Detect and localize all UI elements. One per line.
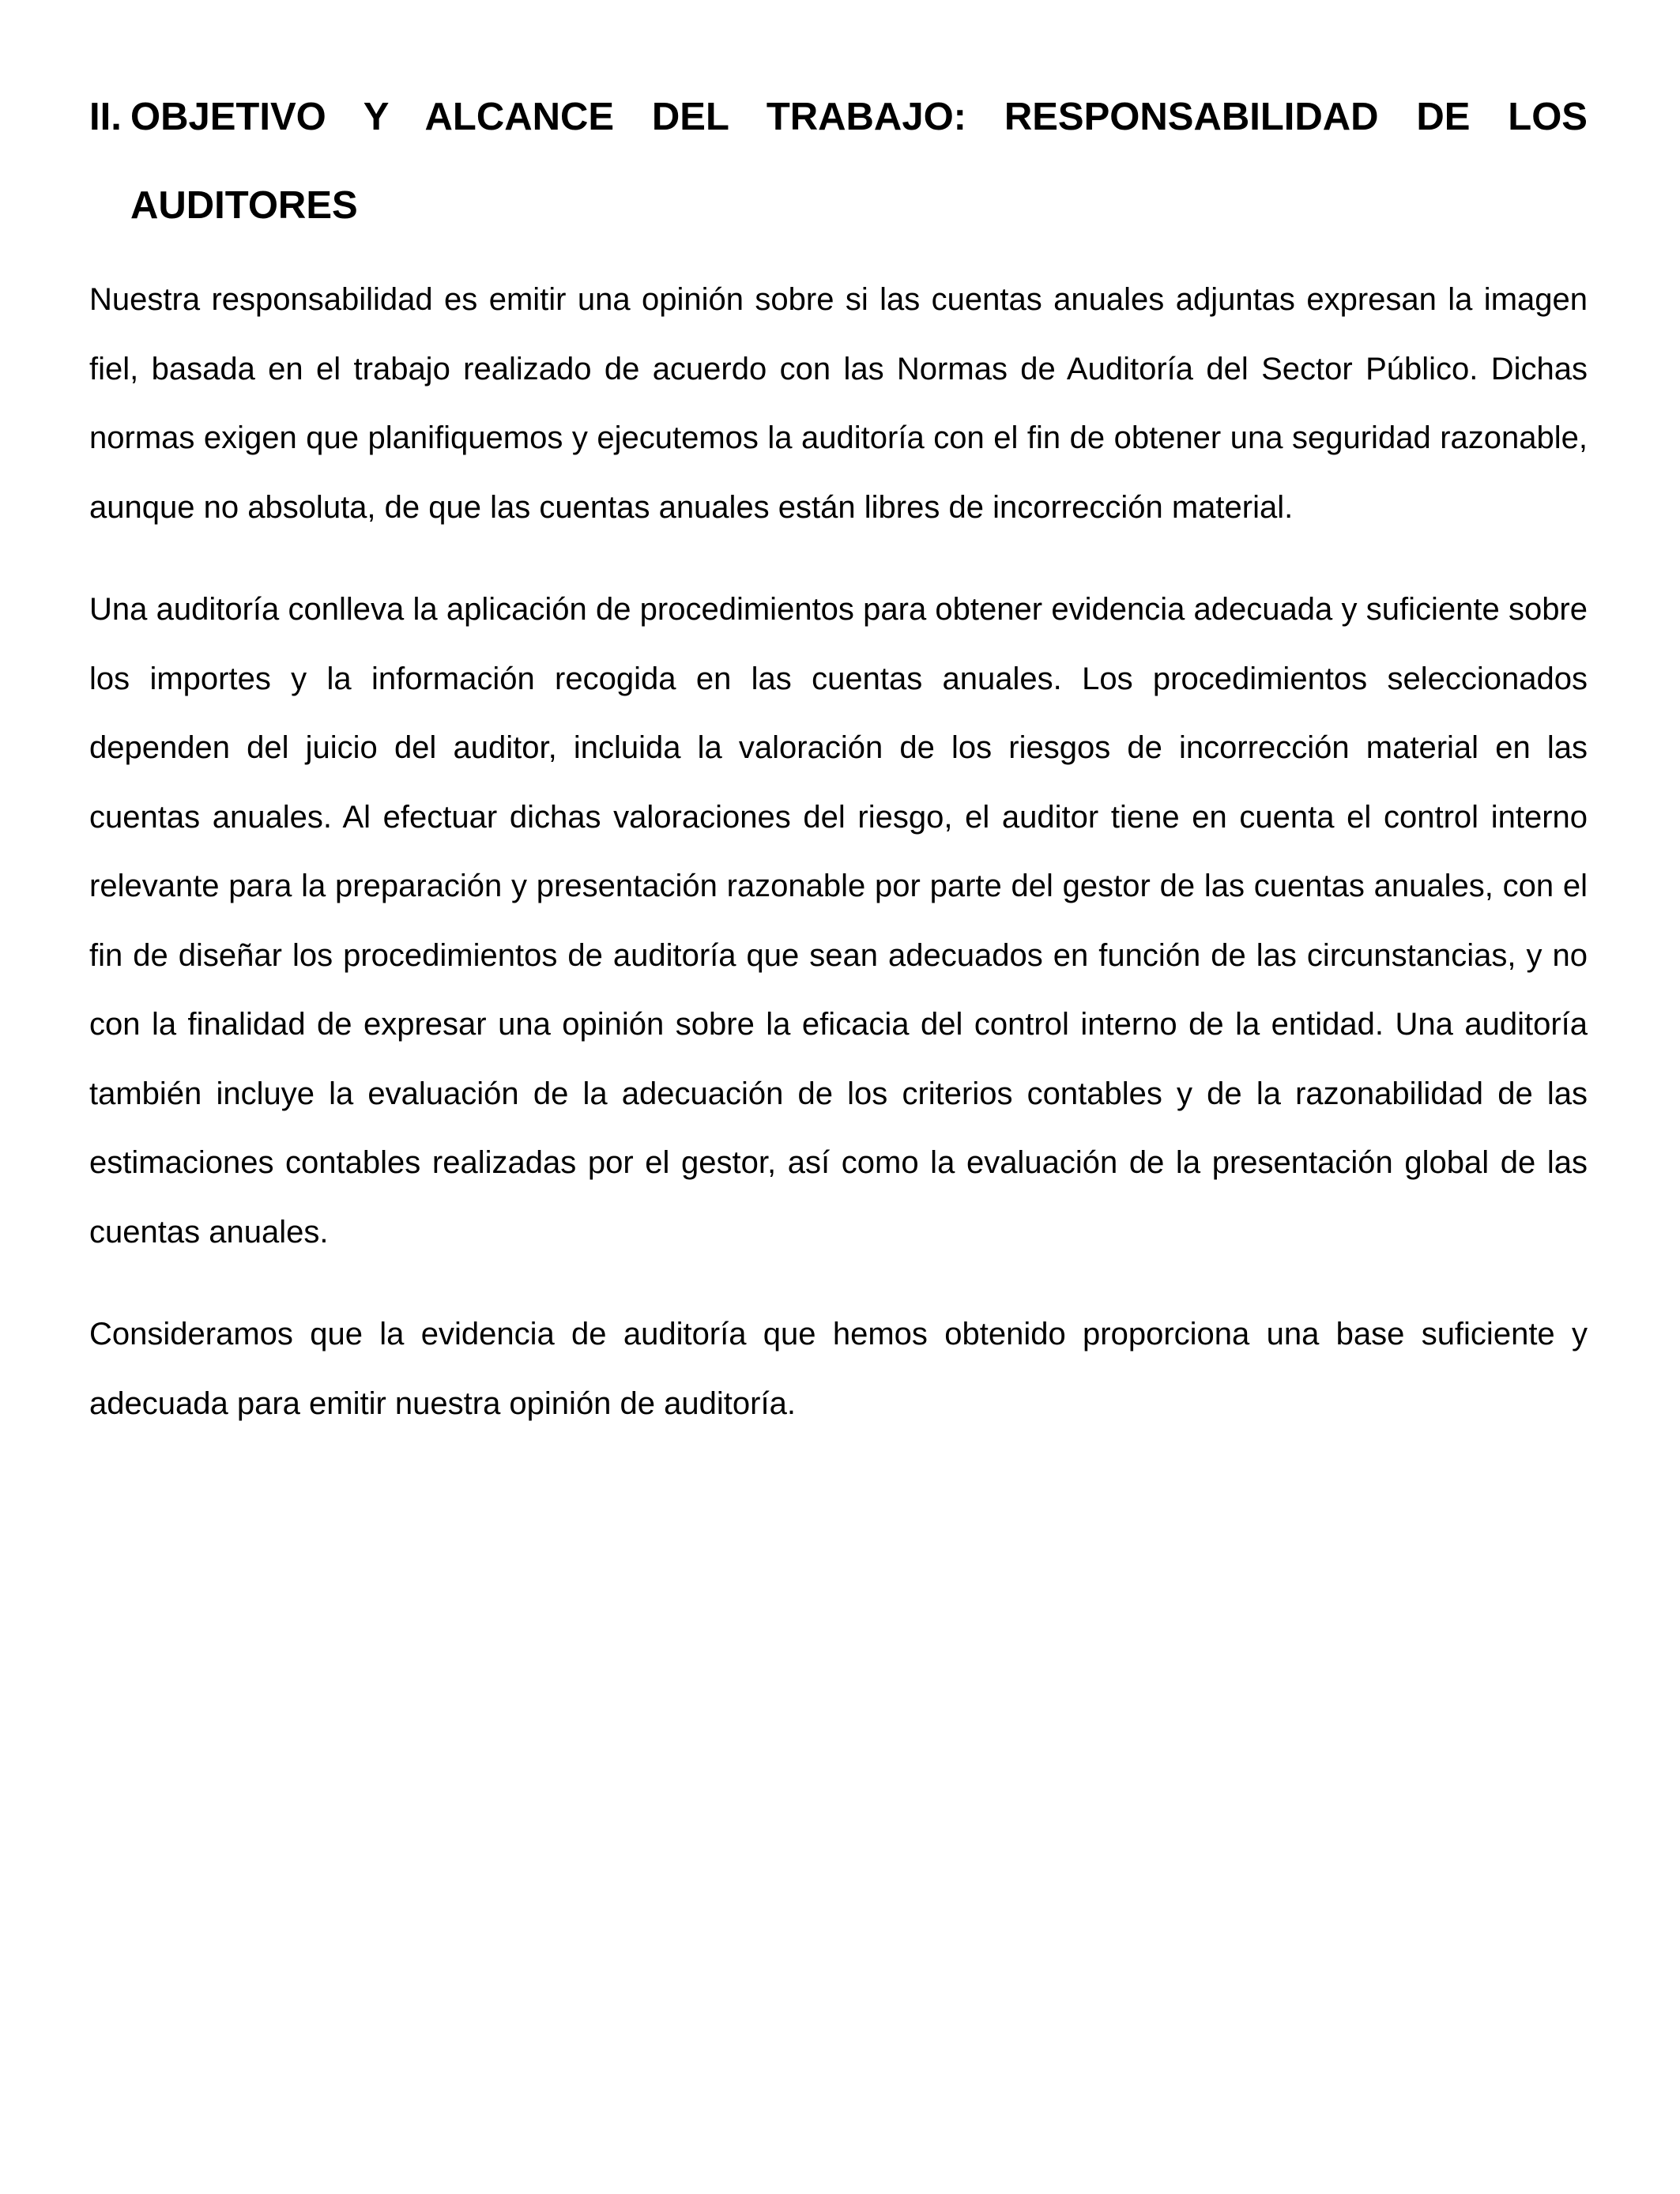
paragraph-conclusion: Consideramos que la evidencia de auditoría que hemos obtenido proporciona una base suficiente y adecuada para emitir nuestra opinión de auditoría.: [89, 1317, 1588, 1421]
section-title: OBJETIVO Y ALCANCE DEL TRABAJO: RESPONSABILIDAD DE LOS AUDITORES: [130, 96, 1588, 227]
section-heading: [89, 73, 1588, 250]
document-page: [89, 73, 1588, 1438]
paragraph-responsibility: Nuestra responsabilidad es emitir una opinión sobre si las cuentas anuales adjuntas expresan la imagen fiel, basada en el trabajo realizado de acuerdo con las Normas de Auditoría del Sector Público. Dichas normas exigen que planifiquemos y ejecutemos la auditoría con el fin de obtener una seguridad razonable, aunque no absoluta, de que las cuentas anuales están libres de incorrección material.: [89, 282, 1588, 525]
paragraph-audit-procedures: Una auditoría conlleva la aplicación de procedimientos para obtener evidencia adecuada y suficiente sobre los importes y la información recogida en las cuentas anuales. Los procedimientos seleccionados dependen del juicio del auditor, incluida la valoración de los riesgos de incorrección material en las cuentas anuales. Al efectuar dichas valoraciones del riesgo, el auditor tiene en cuenta el control interno relevante para la preparación y presentación razonable por parte del gestor de las cuentas anuales, con el fin de diseñar los procedimientos de auditoría que sean adecuados en función de las circunstancias, y no con la finalidad de expresar una opinión sobre la eficacia del control interno de la entidad. Una auditoría también incluye la evaluación de la adecuación de los criterios contables y de la razonabilidad de las estimaciones contables realizadas por el gestor, así como la evaluación de la presentación global de las cuentas anuales.: [89, 592, 1588, 1250]
section-number: II.: [89, 96, 122, 138]
